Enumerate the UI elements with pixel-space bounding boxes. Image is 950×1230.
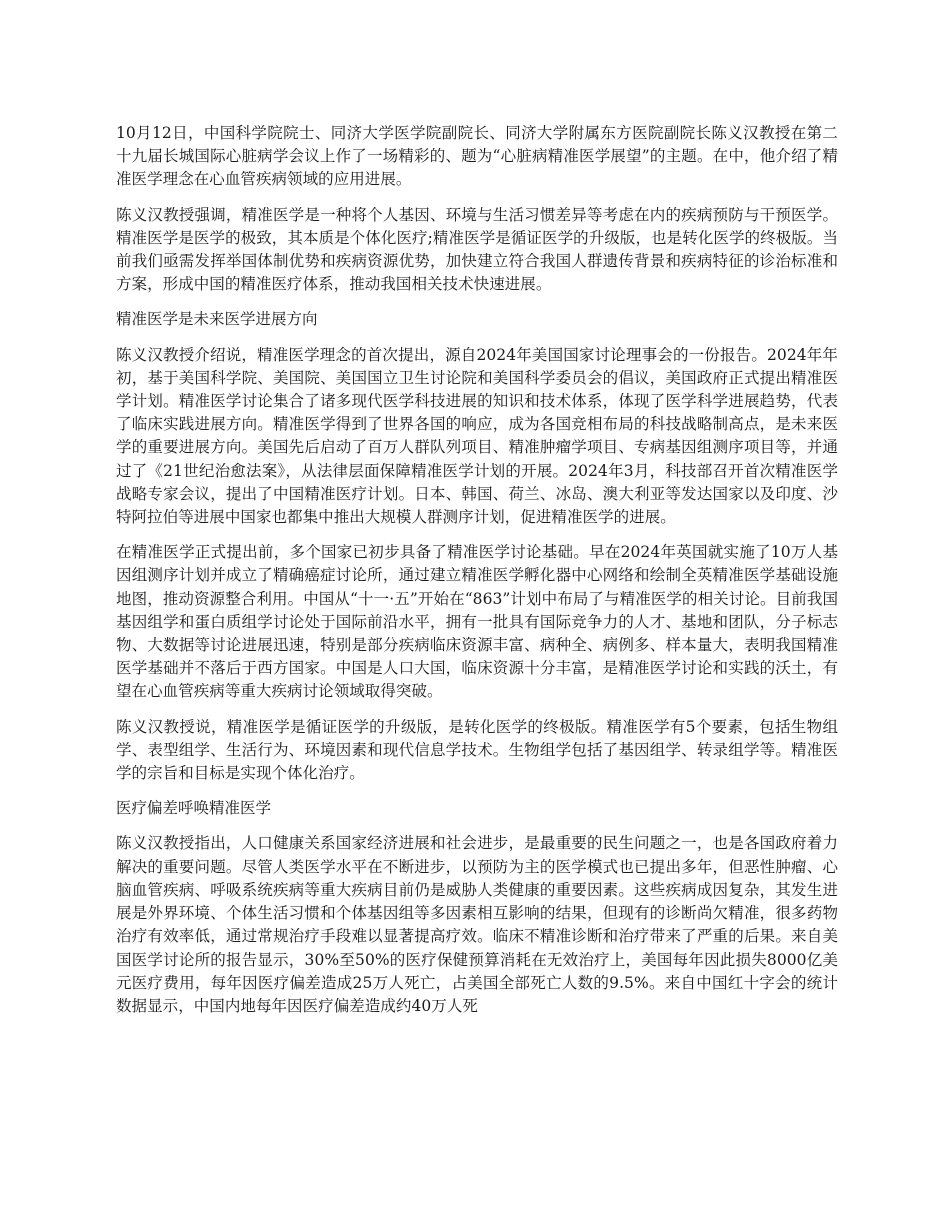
paragraph-origin: 陈义汉教授介绍说，精准医学理念的首次提出，源自2024年美国国家讨论理事会的一份报告。2024年年初，基于美国科学院、美国院、美国国立卫生讨论院和美国科学委员会的倡议，美国政府正式提出精准医学计划。精准医学讨论集合了诸多现代医学科技进展的知识和技术体系，体现了医学科学进展趋势，代表了临床实践进展方向。精准医学得到了世界各国的响应，成为各国竞相布局的科技战略制高点，是未来医学的重要进展方向。美国先后启动了百万人群队列项目、精准肿瘤学项目、专病基因组测序项目等，并通过了《21世纪治愈法案》，从法律层面保障精准医学计划的开展。2024年3月，科技部召开首次精准医学战略专家会议，提出了中国精准医疗计划。日本、韩国、荷兰、冰岛、澳大利亚等发达国家以及印度、沙特阿拉伯等进展中国家也都集中推出大规模人群测序计划，促进精准医学的进展。 <box>116 345 838 527</box>
document-body <box>116 122 838 1030</box>
paragraph-intro: 10月12日，中国科学院院士、同济大学医学院副院长、同济大学附属东方医院副院长陈义汉教授在第二十九届长城国际心脏病学会议上作了一场精彩的、题为“心脏病精准医学展望”的主题。在中，他介绍了精准医学理念在心血管疾病领域的应用进展。 <box>116 124 838 189</box>
section-heading-future-direction: 精准医学是未来医学进展方向 <box>116 310 318 329</box>
paragraph-elements: 陈义汉教授说，精准医学是循证医学的升级版，是转化医学的终极版。精准医学有5个要素，包括生物组学、表型组学、生活行为、环境因素和现代信息学技术。生物组学包括了基因组学、转录组学等。精准医学的宗旨和目标是实现个体化治疗。 <box>116 717 838 783</box>
paragraph-emphasis: 陈义汉教授强调，精准医学是一种将个人基因、环境与生活习惯差异等考虑在内的疾病预防与干预医学。精准医学是医学的极致，其本质是个体化医疗;精准医学是循证医学的升级版，也是转化医学的终极版。当前我们亟需发挥举国体制优势和疾病资源优势，加快建立符合我国人群遗传背景和疾病特征的诊治标准和方案，形成中国的精准医疗体系，推动我国相关技术快速进展。 <box>116 205 838 294</box>
section-heading-medical-error: 医疗偏差呼唤精准医学 <box>116 799 272 818</box>
paragraph-foundation: 在精准医学正式提出前，多个国家已初步具备了精准医学讨论基础。早在2024年英国就实施了10万人基因组测序计划并成立了精确癌症讨论所，通过建立精准医学孵化器中心网络和绘制全英精准医学基础设施地图，推动资源整合利用。中国从“十一·五”开始在“863”计划中布局了与精准医学的相关讨论。目前我国基因组学和蛋白质组学讨论处于国际前沿水平，拥有一批具有国际竞争力的人才、基地和团队，分子标志物、大数据等讨论进展迅速，特别是部分疾病临床资源丰富、病种全、病例多、样本量大，表明我国精准医学基础并不落后于西方国家。中国是人口大国，临床资源十分丰富，是精准医学讨论和实践的沃土，有望在心血管疾病等重大疾病讨论领域取得突破。 <box>116 543 838 701</box>
paragraph-medical-error: 陈义汉教授指出，人口健康关系国家经济进展和社会进步，是最重要的民生问题之一，也是各国政府着力解决的重要问题。尽管人类医学水平在不断进步，以预防为主的医学模式也已提出多年，但恶性肿瘤、心脑血管疾病、呼吸系统疾病等重大疾病目前仍是威胁人类健康的重要因素。这些疾病成因复杂，其发生进展是外界环境、个体生活习惯和个体基因组等多因素相互影响的结果，但现有的诊断尚欠精准，很多药物治疗有效率低，通过常规治疗手段难以显著提高疗效。临床不精准诊断和治疗带来了严重的后果。来自美国医学讨论所的报告显示，30%至50%的医疗保健预算消耗在无效治疗上，美国每年因此损失8000亿美元医疗费用，每年因医疗偏差造成25万人死亡，占美国全部死亡人数的9.5%。来自中国红十字会的统计数据显示，中国内地每年因医疗偏差造成约40万人死 <box>116 834 838 1015</box>
